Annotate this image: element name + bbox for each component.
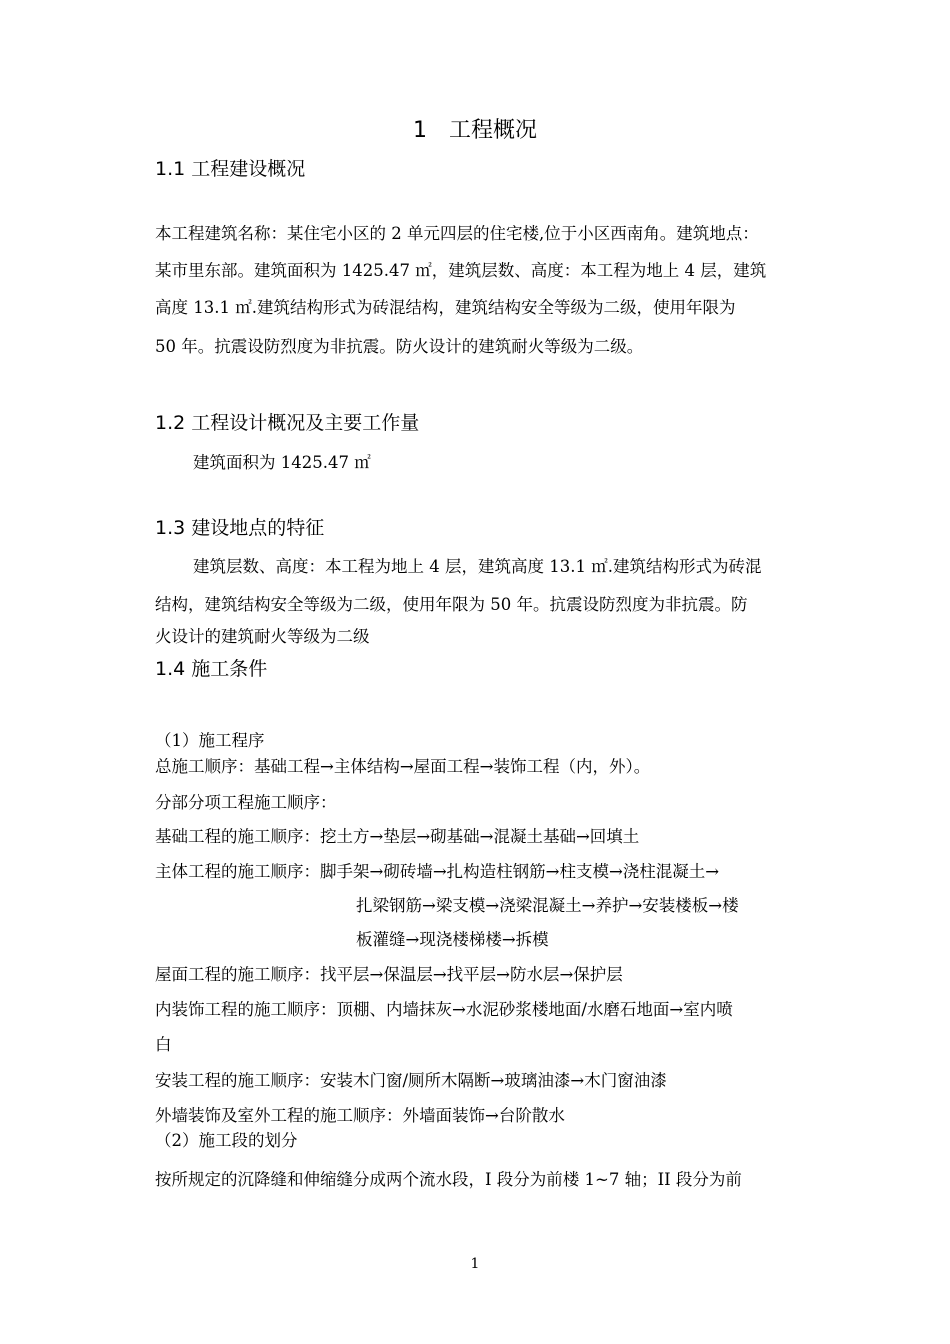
- paragraph-line: 外墙装饰及室外工程的施工顺序：外墙面装饰→台阶散水: [155, 1106, 565, 1125]
- paragraph-line: 主体工程的施工顺序：脚手架→砌砖墙→扎构造柱钢筋→柱支模→浇柱混凝土→: [155, 862, 720, 881]
- paragraph-line: 白: [155, 1035, 172, 1054]
- paragraph-line: 安装工程的施工顺序：安装木门窗/厕所木隔断→玻璃油漆→木门窗油漆: [155, 1071, 667, 1090]
- subsection-label: （2）施工段的划分: [155, 1131, 298, 1150]
- section-heading-1-3: 1.3 建设地点的特征: [155, 517, 325, 539]
- paragraph-line: 内装饰工程的施工顺序：顶棚、内墙抹灰→水泥砂浆楼地面/水磨石地面→室内喷: [155, 1000, 733, 1019]
- page-number: 1: [470, 1256, 480, 1272]
- paragraph-line: 总施工顺序：基础工程→主体结构→屋面工程→装饰工程（内，外）。: [155, 757, 651, 776]
- section-heading-1-1: 1.1 工程建设概况: [155, 158, 306, 180]
- paragraph-line: 高度 13.1 ㎡.建筑结构形式为砖混结构，建筑结构安全等级为二级，使用年限为: [155, 298, 736, 317]
- paragraph-line: 建筑层数、高度：本工程为地上 4 层，建筑高度 13.1 ㎡.建筑结构形式为砖混: [193, 557, 762, 576]
- paragraph-line: 按所规定的沉降缝和伸缩缝分成两个流水段，I 段分为前楼 1~7 轴；II 段分为前: [155, 1170, 742, 1189]
- section-heading-1-4: 1.4 施工条件: [155, 658, 268, 680]
- paragraph-line: 某市里东部。建筑面积为 1425.47 ㎡，建筑层数、高度：本工程为地上 4 层，建筑: [155, 261, 767, 280]
- paragraph-line: 板灌缝→现浇楼梯楼→拆模: [356, 930, 549, 949]
- paragraph-line: 分部分项工程施工顺序：: [155, 793, 337, 812]
- paragraph-line: 50 年。抗震设防烈度为非抗震。防火设计的建筑耐火等级为二级。: [155, 337, 644, 356]
- paragraph-line: 本工程建筑名称：某住宅小区的 2 单元四层的住宅楼,位于小区西南角。建筑地点：: [155, 224, 759, 243]
- paragraph-line: 扎梁钢筋→梁支模→浇梁混凝土→养护→安装楼板→楼: [356, 896, 739, 915]
- paragraph-line: 结构，建筑结构安全等级为二级，使用年限为 50 年。抗震设防烈度为非抗震。防: [155, 595, 748, 614]
- paragraph-line: 屋面工程的施工顺序：找平层→保温层→找平层→防水层→保护层: [155, 965, 623, 984]
- paragraph-line: 火设计的建筑耐火等级为二级: [155, 627, 370, 646]
- paragraph-line: 基础工程的施工顺序：挖土方→垫层→砌基础→混凝土基础→回填土: [155, 827, 640, 846]
- chapter-title: 1 工程概况: [413, 118, 537, 143]
- subsection-label: （1）施工程序: [155, 731, 265, 750]
- paragraph-line: 建筑面积为 1425.47 ㎡: [193, 453, 371, 472]
- section-heading-1-2: 1.2 工程设计概况及主要工作量: [155, 412, 420, 434]
